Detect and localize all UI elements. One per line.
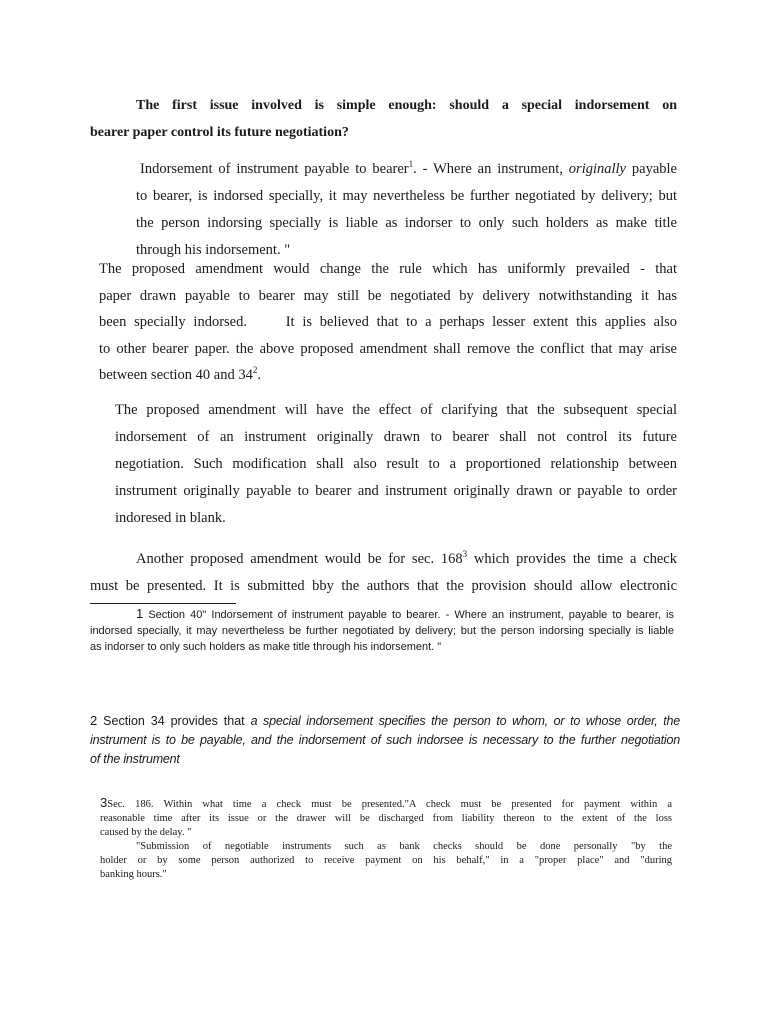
fn1-line-1-text: Section 40" Indorsement of instrument payable to bearer. - Where an instrument, payable to bearer, is bbox=[143, 609, 674, 621]
quote-line-1-mid: . - Where an instrument, bbox=[413, 161, 569, 177]
fn2-line-2-text: instrument is to be payable, and the indorsement of such indorsee is necessary to the further negotiation bbox=[90, 733, 680, 747]
fn3-line-6: banking hours." bbox=[100, 869, 167, 880]
footnote-ref-1[interactable]: 1 bbox=[408, 159, 414, 170]
footnote-1 bbox=[90, 606, 674, 655]
fn3-line-1-text: Sec. 186. Within what time a check must be presented."A check must be presented for payment within a bbox=[107, 799, 672, 810]
amend2-line-1: The proposed amendment will have the effect of clarifying that the subsequent special bbox=[115, 402, 677, 418]
amendment-paragraph-3 bbox=[90, 546, 677, 600]
fn3-line-5: holder or by some person authorized to receive payment on his behalf," in a "proper place" and "during bbox=[100, 855, 672, 866]
amendment-paragraph-2 bbox=[115, 397, 677, 532]
amend1-line-2: paper drawn payable to bearer may still be negotiated by delivery notwithstanding it has bbox=[99, 287, 677, 304]
amend1-line-5-text: between section 40 and 34 bbox=[99, 367, 253, 383]
amend3-line-1 bbox=[90, 546, 677, 573]
fn1-line-2: indorsed specially, it may nevertheless be further negotiated by delivery; but the person indorsing specially is liable bbox=[90, 625, 674, 637]
quote-line-1-text: Indorsement of instrument payable to bearer bbox=[140, 161, 409, 177]
fn2-line-1 bbox=[90, 711, 680, 731]
fn2-line-1-text: a special indorsement specifies the person to whom, or to whose order, the bbox=[250, 714, 680, 728]
footnote-ref-3[interactable]: 3 bbox=[462, 549, 468, 560]
quote-emphasis: originally bbox=[568, 161, 626, 177]
quote-line-1-end: payable bbox=[626, 161, 677, 177]
footnote-number-2: 2 bbox=[90, 713, 98, 728]
footnote-number-1: 1 bbox=[136, 606, 144, 621]
quote-line-3: the person indorsing specially is liable as indorser to only such holders as make title bbox=[136, 215, 677, 231]
intro-line-2: bearer paper control its future negotiation? bbox=[90, 125, 349, 140]
fn3-line-2: reasonable time after its issue or the drawer will be discharged from liability thereon to the extent of the loss bbox=[100, 813, 672, 824]
footnote-separator bbox=[90, 603, 236, 604]
amend1-line-5-end: . bbox=[257, 367, 261, 383]
fn2-line-2 bbox=[90, 731, 680, 750]
fn3-line-3: caused by the delay. " bbox=[100, 827, 192, 838]
footnote-ref-2[interactable]: 2 bbox=[252, 365, 258, 376]
quote-line-4: through his indorsement. " bbox=[136, 242, 291, 258]
quote-line-1 bbox=[136, 156, 677, 183]
intro-line-1: The first issue involved is simple enough: should a special indorsement on bbox=[136, 98, 677, 113]
amend1-line-3: been specially indorsed. It is believed that to a perhaps lesser extent this applies also bbox=[99, 314, 677, 330]
footnote-3 bbox=[100, 796, 672, 882]
quote-line-2: to bearer, is indorsed specially, it may nevertheless be further negotiated by delivery; but bbox=[136, 188, 677, 204]
fn2-line-3-text: of the instrument bbox=[90, 752, 180, 766]
amend2-line-4: instrument originally payable to bearer and instrument originally drawn or payable to order bbox=[115, 483, 677, 499]
fn2-line-3 bbox=[90, 750, 680, 769]
amend1-line-1: The proposed amendment would change the rule which has uniformly prevailed - that bbox=[99, 261, 677, 277]
fn2-prefix: Section 34 provides that bbox=[97, 714, 251, 728]
amend1-line-4: to other bearer paper. the above proposed amendment shall remove the conflict that may arise bbox=[99, 340, 677, 357]
intro-paragraph bbox=[90, 92, 677, 146]
fn1-line-1 bbox=[90, 606, 674, 623]
fn3-line-1 bbox=[100, 796, 672, 812]
amend1-line-5 bbox=[99, 362, 677, 389]
fn3-line-4: "Submission of negotiable instruments such as bank checks should be done personally "by the bbox=[136, 841, 672, 852]
amend3-line-1-end: which provides the time a check bbox=[467, 551, 677, 567]
footnote-2 bbox=[90, 711, 680, 769]
fn1-line-3: as indorser to only such holders as make title through his indorsement. " bbox=[90, 641, 442, 653]
amend3-line-1-text: Another proposed amendment would be for sec. 168 bbox=[136, 551, 463, 567]
footnote-number-3: 3 bbox=[100, 795, 108, 810]
amend2-line-2: indorsement of an instrument originally drawn to bearer shall not control its future bbox=[115, 429, 677, 445]
amend3-line-2: must be presented. It is submitted bby the authors that the provision should allow electronic bbox=[90, 578, 677, 594]
amendment-paragraph-1 bbox=[99, 256, 677, 389]
amend2-line-3: negotiation. Such modification shall also result to a proportioned relationship between bbox=[115, 456, 677, 472]
quoted-provision bbox=[136, 156, 677, 264]
amend2-line-5: indoresed in blank. bbox=[115, 510, 226, 526]
